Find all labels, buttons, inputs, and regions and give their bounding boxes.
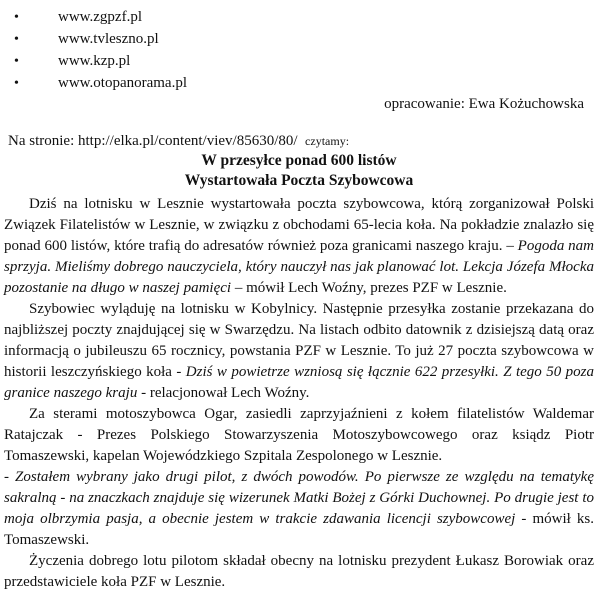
bullet-icon: • [14,10,19,25]
article-paragraph [4,299,594,404]
article-paragraph [4,551,594,593]
body-text: – mówił Lech Woźny, prezes PZF w Lesznie. [231,280,507,296]
website-url-text: www.tvleszno.pl [58,31,159,47]
bullet-icon: • [14,54,19,69]
body-text: Szybowiec wyląduję na lotnisku w Kobylnicy. Następnie przesyłka zostanie przekazana do najbliższej poczty znajdującej się w Swarzędzu. Na listach odbito datownik z dzisiejszą datą oraz informacją o jubileuszu 65 rocznicy, powstania PZF w Lesznie. To już 27 poczta szybowcowa w historii leszczyńskiego koła - [4,301,594,380]
article-paragraph [4,467,594,551]
body-text: Życzenia dobrego lotu pilotom składał obecny na lotnisku prezydent Łukasz Borowiak oraz przedstawiciele koła PZF w Lesznie. [4,553,594,590]
website-url-text: www.otopanorama.pl [58,75,187,91]
website-url-text: www.kzp.pl [58,53,131,69]
website-list-item [4,72,594,94]
body-text: Dziś na lotnisku w Lesznie wystartowała poczta szybowcowa, którą zorganizował Polski Związek Filatelistów w Lesznie, w związku z obchodami 65-lecia koła. Na pokładzie znalazło się ponad 600 listów, które trafią do adresatów również poza granicami naszego kraju. – [4,196,594,254]
body-text: Za sterami motoszybowca Ogar, zasiedli zaprzyjaźnieni z kołem filatelistów Waldemar Ratajczak - Prezes Polskiego Stowarzyszenia Motoszybowcowego oraz ksiądz Piotr Tomaszewski, kapelan Wojewódzkiego Szpitala Zespolonego w Lesznie. [4,406,594,464]
source-url-text: http://elka.pl/content/viev/85630/80/ [77,133,298,149]
body-text: - mówił ks. Tomaszewski. [4,511,594,548]
website-list-item [4,6,594,28]
article-headline-line1: W przesyłce ponad 600 listów [201,152,397,169]
website-list-item [4,28,594,50]
article-headline-line2: Wystartowała Poczta Szybowcowa [184,172,414,189]
article-paragraph [4,194,594,299]
article-paragraph [4,404,594,467]
bullet-icon: • [14,32,19,47]
bullet-icon: • [14,76,19,91]
website-bullet-list [4,6,594,94]
website-url-text: www.zgpzf.pl [58,9,143,25]
body-text: - relacjonował Lech Woźny. [137,385,310,401]
quoted-speech-text: Dziś w powietrze wzniosą się łącznie 622 przesyłki. Z tego 50 poza granice naszego kraju [4,364,594,401]
quoted-speech-text: - Zostałem wybrany jako drugi pilot, z dwóch powodów. Po pierwsze ze względu na tematykę sakralną - na znaczkach znajduje się wizerunek Matki Bożej z Górki Duchownej. Po drugie jest to moja olbrzymia pasja, a obecnie jestem w trakcie zdawania licencji szybowcowej [4,469,594,527]
source-prefix-label: Na stronie: [8,133,75,149]
source-suffix-label: czytamy: [305,134,350,148]
quoted-speech-text: Pogoda nam sprzyja. Mieliśmy dobrego nauczyciela, który nauczył nas jak planować lot. Lekcja Józefa Młocka pozostanie na długo w naszej pamięci [4,238,594,296]
source-reference-line [4,131,594,151]
space-spacer [298,133,306,149]
website-list-item [4,50,594,72]
article-body [4,194,594,593]
credit-line: opracowanie: Ewa Kożuchowska [384,96,584,112]
